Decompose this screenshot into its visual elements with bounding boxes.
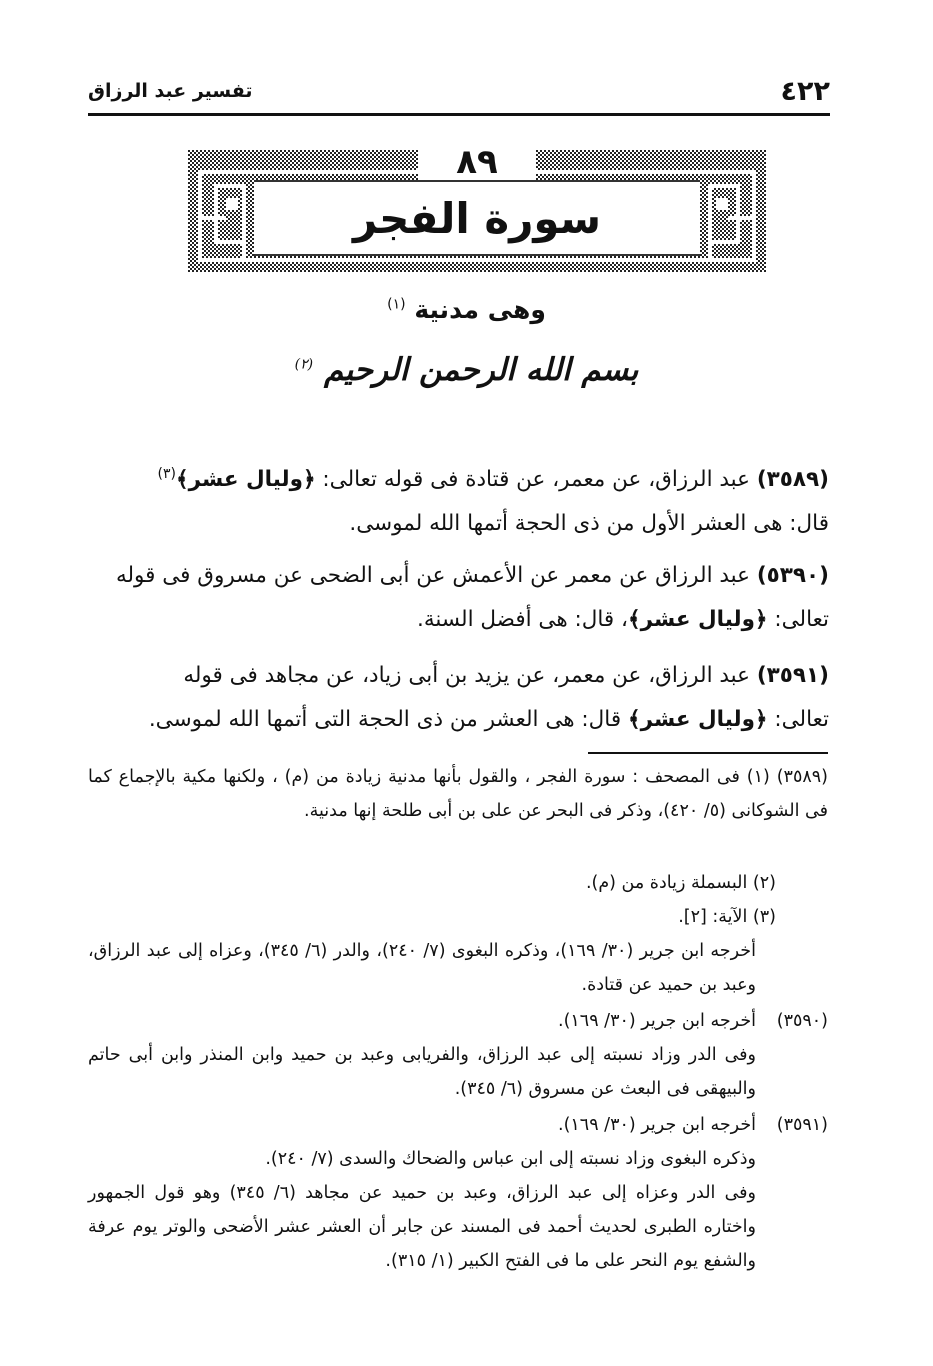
quran-quote: ﴿وليال عشر﴾ (176, 467, 316, 493)
footnote-3590-more: وفى الدر وزاد نسبته إلى عبد الرزاق، والفريابى وعبد بن حميد وابن المنذر وابن أبى حاتم والبيهقى فى البعث عن مسروق (٦/ ٣٤٥). (88, 1045, 756, 1099)
footnote-text: فى المصحف : سورة الفجر ، والقول بأنها مدنية زيادة من (م) ، ولكنها مكية بالإجماع كما فى الشوكانى (٥/ ٤٢٠)، وذكر فى البحر عن على بن أبى طلحة إنها مدنية. (88, 767, 828, 821)
footnote-ref: (١) (387, 296, 406, 313)
surah-revelation-note (0, 295, 933, 324)
footnote-3589-source: أخرجه ابن جرير (٣٠/ ١٦٩)، وذكره البغوى (٧/ ٢٤٠)، والدر (٦/ ٣٤٥)، وعزاه إلى عبد الرزاق، وعبد بن حميد عن قتادة. (88, 941, 756, 995)
quran-quote: ﴿وليال عشر﴾ (627, 707, 768, 732)
footnote-label: (٣٥٩١) (776, 1115, 828, 1135)
narration-3591 (92, 654, 829, 742)
narration-text: تعالى: (774, 707, 829, 732)
narration-text: تعالى: (774, 607, 829, 632)
narration-text: ، قال: هى أفضل السنة. (417, 607, 628, 632)
footnote-label: (١) (746, 767, 770, 787)
surah-frame (188, 142, 766, 272)
footnote-separator (588, 752, 828, 754)
narration-text: عبد الرزاق عن معمر عن الأعمش عن أبى الضحى عن مسروق فى قوله (115, 563, 750, 588)
basmala-text: بسم الله الرحمن الرحيم (323, 352, 639, 388)
surah-number: ٨٩ (456, 142, 498, 182)
narration-3589 (92, 452, 829, 546)
narration-text: عبد الرزاق، عن معمر، عن يزيد بن أبى زياد، عن مجاهد فى قوله (183, 663, 750, 688)
footnote-text: أخرجه ابن جرير (٣٠/ ١٦٩). (558, 1115, 756, 1135)
madaniya-text: وهى مدنية (414, 295, 546, 324)
header-rule (88, 113, 830, 116)
footnote-3589-1 (88, 760, 828, 828)
basmala (0, 352, 933, 388)
book-title: تفسير عبد الرزاق (88, 80, 253, 102)
footnote-3591-durr: وفى الدر وعزاه إلى عبد الرزاق، وعبد بن حميد عن مجاهد (٦/ ٣٤٥) وهو قول الجمهور واختاره الطبرى لحديث أحمد فى المسند عن جابر أن العشر عشر الأضحى والوتر يوم عرفة والشفع يوم النحر على ما فى الفتح الكبير (١/ ٣١٥). (88, 1183, 757, 1271)
surah-name: سورة الفجر (352, 194, 602, 243)
page-number: ٤٢٢ (780, 76, 830, 107)
quran-quote: ﴿وليال عشر﴾ (627, 607, 768, 632)
narration-number: (٣٥٨٩) (756, 467, 829, 493)
footnote-ref: (٣) (157, 466, 176, 482)
footnote-label: (٣٥٩٠) (776, 1011, 828, 1031)
footnote-2: (٢) البسملة زيادة من (م). (585, 873, 776, 893)
running-header (88, 72, 830, 112)
footnote-ref: (٢) (294, 356, 314, 373)
footnote-text: أخرجه ابن جرير (٣٠/ ١٦٩). (558, 1011, 756, 1031)
footnote-label: (٣٥٨٩) (776, 767, 828, 787)
footnote-3590 (88, 1004, 828, 1038)
footnote-3591-baghawi: وذكره البغوى وزاد نسبته إلى ابن عباس والضحاك والسدى (٧/ ٢٤٠). (265, 1149, 756, 1169)
narration-text: عبد الرزاق، عن معمر، عن قتادة فى قوله تعالى: (322, 467, 750, 493)
narration-text: قال: هى العشر الأول من ذى الحجة أتمها الله لموسى. (349, 511, 829, 537)
narration-number: (٥٣٩٠) (756, 563, 829, 588)
footnote-3591 (88, 1108, 828, 1142)
narration-5390 (92, 554, 829, 642)
narration-text: قال: هى العشر من ذى الحجة التى أتمها الله لموسى. (148, 707, 622, 732)
narration-number: (٣٥٩١) (756, 663, 829, 688)
footnote-3: (٣) الآية: [٢]. (678, 907, 776, 927)
